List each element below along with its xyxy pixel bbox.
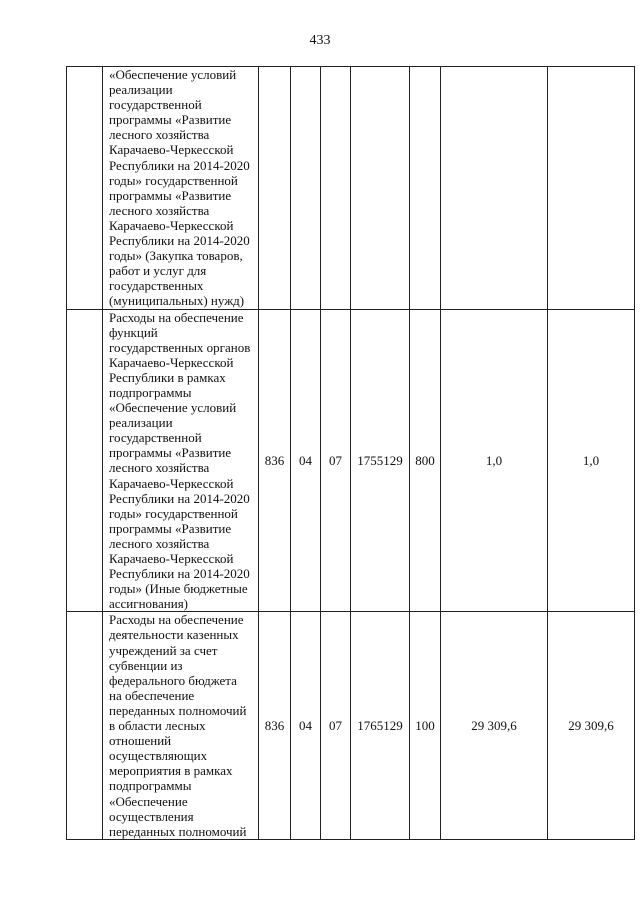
amount-cell-1 (441, 67, 548, 310)
amount-cell-2: 29 309,6 (548, 612, 635, 839)
expense-type-cell: 800 (410, 309, 441, 612)
ministry-code-cell: 836 (259, 612, 291, 839)
expense-name-cell: Расходы на обеспечение функций государственных органов Карачаево-Черкесской Республики в рамках подпрограммы «Обеспечение условий реализации государственной программы «Развитие лесного хозяйства Карачаево-Черкесской Республики на 2014-2020 годы» государственной программы «Развитие лесного хозяйства Карачаево-Черкесской Республики на 2014-2020 годы» (Иные бюджетные ассигнования) (103, 309, 259, 612)
amount-cell-1: 1,0 (441, 309, 548, 612)
ministry-code-cell (259, 67, 291, 310)
table-row (67, 309, 635, 612)
subsection-code-cell (321, 67, 351, 310)
budget-table (66, 66, 635, 840)
target-article-cell: 1765129 (351, 612, 410, 839)
amount-cell-1: 29 309,6 (441, 612, 548, 839)
expense-name-cell: Расходы на обеспечение деятельности казенных учреждений за счет субвенции из федерального бюджета на обеспечение переданных полномочий в области лесных отношений осуществляющих мероприятия в рамках подпрограммы «Обеспечение осуществления переданных полномочий (103, 612, 259, 839)
expense-type-cell (410, 67, 441, 310)
row-index-cell (67, 612, 103, 839)
expense-type-cell: 100 (410, 612, 441, 839)
subsection-code-cell: 07 (321, 309, 351, 612)
section-code-cell: 04 (291, 612, 321, 839)
table-row (67, 67, 635, 310)
row-index-cell (67, 309, 103, 612)
row-index-cell (67, 67, 103, 310)
target-article-cell (351, 67, 410, 310)
page-number: 433 (309, 33, 331, 48)
ministry-code-cell: 836 (259, 309, 291, 612)
section-code-cell: 04 (291, 309, 321, 612)
amount-cell-2 (548, 67, 635, 310)
table-row (67, 612, 635, 839)
target-article-cell: 1755129 (351, 309, 410, 612)
amount-cell-2: 1,0 (548, 309, 635, 612)
section-code-cell (291, 67, 321, 310)
expense-name-cell: «Обеспечение условий реализации государственной программы «Развитие лесного хозяйства Карачаево-Черкесской Республики на 2014-2020 годы» государственной программы «Развитие лесного хозяйства Карачаево-Черкесской Республики на 2014-2020 годы» (Закупка товаров, работ и услуг для государственных (муниципальных) нужд) (103, 67, 259, 310)
subsection-code-cell: 07 (321, 612, 351, 839)
